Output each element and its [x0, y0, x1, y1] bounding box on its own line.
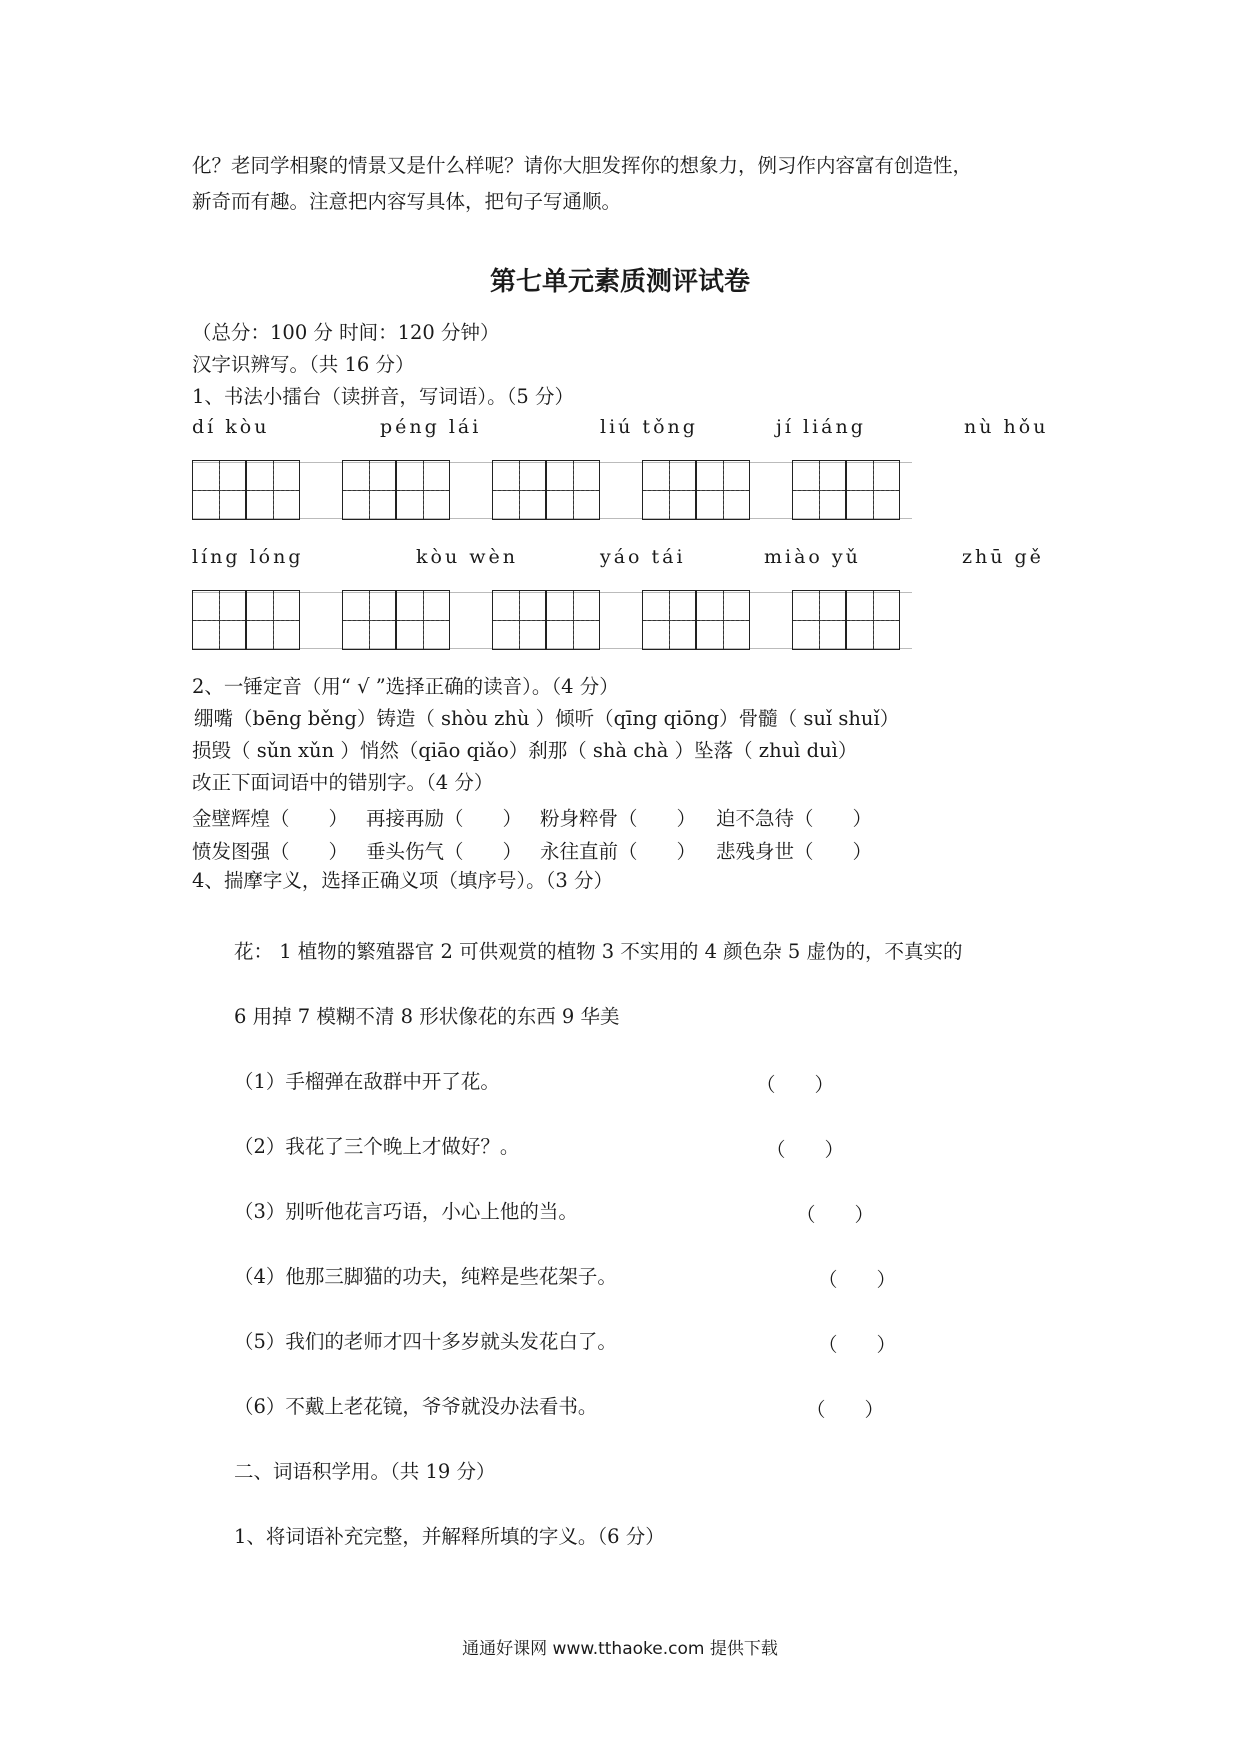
- q4-definitions-2: 6 用掉 7 模糊不清 8 形状像花的东西 9 华美: [234, 1005, 620, 1028]
- correction-item: 粉身粹骨（ ）: [540, 807, 697, 830]
- char-cell[interactable]: [396, 590, 450, 650]
- char-cell[interactable]: [642, 460, 696, 520]
- page-title: 第七单元素质测评试卷: [489, 267, 750, 297]
- pinyin: liú tǒng: [600, 416, 698, 438]
- char-cell[interactable]: [846, 590, 900, 650]
- char-cell[interactable]: [342, 590, 396, 650]
- pinyin: zhū gě: [962, 546, 1044, 568]
- q4-item-6: （6）不戴上老花镜，爷爷就没办法看书。: [234, 1395, 598, 1418]
- q4-item-5: （5）我们的老师才四十多岁就头发花白了。: [234, 1330, 617, 1353]
- pinyin: jí liáng: [776, 416, 866, 438]
- pinyin: péng lái: [380, 416, 482, 438]
- pinyin: yáo tái: [600, 546, 686, 568]
- writing-grid-row-1: [192, 460, 912, 520]
- q4-heading: 4、揣摩字义，选择正确义项（填序号）。（3 分）: [192, 869, 614, 892]
- answer-blank[interactable]: （ ）: [818, 1268, 897, 1291]
- exam-meta: （总分：100 分 时间：120 分钟）: [192, 321, 500, 344]
- q1-heading: 1、书法小擂台（读拼音，写词语）。（5 分）: [192, 385, 575, 408]
- char-cell[interactable]: [792, 460, 846, 520]
- writing-grid-row-2: [192, 590, 912, 650]
- char-cell[interactable]: [396, 460, 450, 520]
- correction-item: 永往直前（ ）: [540, 840, 697, 863]
- q4-definitions-1: 花： 1 植物的繁殖器官 2 可供观赏的植物 3 不实用的 4 颜色杂 5 虚伪的，不真实的: [234, 940, 963, 963]
- char-cell[interactable]: [546, 460, 600, 520]
- char-cell[interactable]: [642, 590, 696, 650]
- q3-heading: 改正下面词语中的错别字。（4 分）: [192, 771, 494, 794]
- pinyin-row-1: [192, 416, 1060, 444]
- correction-item: 再接再励（ ）: [366, 807, 523, 830]
- char-cell[interactable]: [546, 590, 600, 650]
- correction-item: 迫不急待（ ）: [716, 807, 873, 830]
- answer-blank[interactable]: （ ）: [818, 1333, 897, 1356]
- char-cell[interactable]: [192, 590, 246, 650]
- char-cell[interactable]: [792, 590, 846, 650]
- correction-item: 金壁辉煌（ ）: [192, 807, 349, 830]
- pinyin: líng lóng: [192, 546, 304, 568]
- char-cell[interactable]: [696, 590, 750, 650]
- intro-line-1: 化？老同学相聚的情景又是什么样呢？请你大胆发挥你的想象力，例习作内容富有创造性，: [192, 154, 973, 177]
- q4-item-3: （3）别听他花言巧语，小心上他的当。: [234, 1200, 578, 1223]
- char-cell[interactable]: [492, 590, 546, 650]
- correction-item: 垂头伤气（ ）: [366, 840, 523, 863]
- q2-line-1: 绷嘴（bēng běng）铸造（ shòu zhù ）倾听（qīng qiōng）骨髓（ suǐ shuǐ）: [194, 707, 900, 730]
- q4-item-1: （1）手榴弹在敌群中开了花。: [234, 1070, 500, 1093]
- char-cell[interactable]: [696, 460, 750, 520]
- answer-blank[interactable]: （ ）: [766, 1138, 845, 1161]
- char-cell[interactable]: [342, 460, 396, 520]
- answer-blank[interactable]: （ ）: [756, 1073, 835, 1096]
- char-cell[interactable]: [846, 460, 900, 520]
- intro-line-2: 新奇而有趣。注意把内容写具体，把句子写通顺。: [192, 190, 622, 213]
- q5-heading: 1、将词语补充完整，并解释所填的字义。（6 分）: [234, 1525, 665, 1548]
- pinyin: nù hǒu: [964, 416, 1049, 438]
- char-cell[interactable]: [492, 460, 546, 520]
- correction-item: 愤发图强（ ）: [192, 840, 349, 863]
- q4-item-4: （4）他那三脚猫的功夫，纯粹是些花架子。: [234, 1265, 617, 1288]
- page-footer: 通通好课网 www.tthaoke.com 提供下载: [462, 1639, 778, 1659]
- answer-blank[interactable]: （ ）: [806, 1398, 885, 1421]
- char-cell[interactable]: [246, 590, 300, 650]
- q2-heading: 2、一锤定音（用“ √ ”选择正确的读音）。（4 分）: [192, 675, 619, 698]
- answer-blank[interactable]: （ ）: [796, 1203, 875, 1226]
- q2-line-2: 损毁（ sǔn xǔn ）悄然（qiāo qiǎo）刹那（ shà chà ）坠落（ zhuì duì）: [192, 739, 858, 762]
- pinyin: kòu wèn: [416, 546, 518, 568]
- pinyin: miào yǔ: [764, 546, 861, 568]
- char-cell[interactable]: [192, 460, 246, 520]
- q4-item-2: （2）我花了三个晚上才做好？。: [234, 1135, 520, 1158]
- correction-item: 悲残身世（ ）: [716, 840, 873, 863]
- section-a-heading: 汉字识辨写。（共 16 分）: [192, 353, 415, 376]
- pinyin: dí kòu: [192, 416, 270, 438]
- pinyin-row-2: [192, 546, 1060, 574]
- section-b-heading: 二、词语积学用。（共 19 分）: [234, 1460, 496, 1483]
- char-cell[interactable]: [246, 460, 300, 520]
